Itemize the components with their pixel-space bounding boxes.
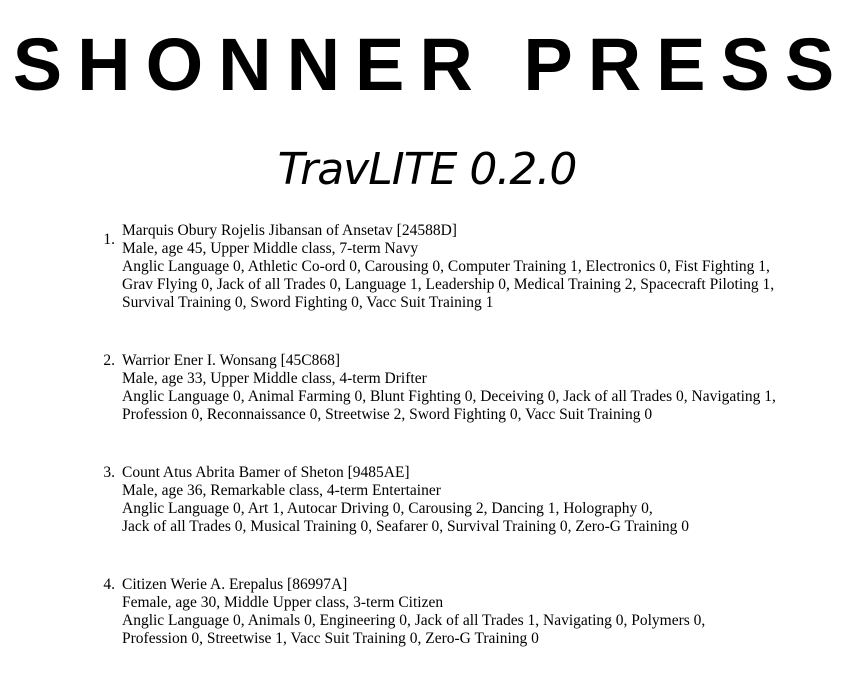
character-name: Marquis Obury Rojelis Jibansan of Ansetav [24588D] <box>122 222 457 239</box>
character-skills-line: Anglic Language 0, Animals 0, Engineering 0, Jack of all Trades 1, Navigating 0, Polymers 0, <box>122 612 706 629</box>
character-entry-2 <box>103 352 822 464</box>
list-number: 4. <box>103 576 115 593</box>
character-skills-line: Grav Flying 0, Jack of all Trades 0, Language 1, Leadership 0, Medical Training 2, Spacecraft Piloting 1, <box>122 276 775 293</box>
character-skills-line: Survival Training 0, Sword Fighting 0, Vacc Suit Training 1 <box>122 294 494 311</box>
list-number: 2. <box>103 352 115 369</box>
masthead-title: SHONNER PRESS <box>12 23 850 106</box>
character-skills-line: Anglic Language 0, Animal Farming 0, Blunt Fighting 0, Deceiving 0, Jack of all Trades 0, Navigating 1, <box>122 388 776 405</box>
character-name: Count Atus Abrita Bamer of Sheton [9485AE] <box>122 464 410 481</box>
character-name: Warrior Ener I. Wonsang [45C868] <box>122 352 341 369</box>
page-subtitle: TravLITE 0.2.0 <box>277 144 577 195</box>
character-entry-3 <box>103 464 822 576</box>
character-entry-1 <box>103 222 822 352</box>
character-skills-line: Anglic Language 0, Art 1, Autocar Driving 0, Carousing 2, Dancing 1, Holography 0, <box>122 500 653 517</box>
character-profile: Male, age 36, Remarkable class, 4-term Entertainer <box>122 482 441 499</box>
character-list <box>103 222 822 687</box>
character-profile: Male, age 45, Upper Middle class, 7-term Navy <box>122 240 419 257</box>
character-profile: Male, age 33, Upper Middle class, 4-term Drifter <box>122 370 427 387</box>
character-name: Citizen Werie A. Erepalus [86997A] <box>122 576 348 593</box>
character-profile: Female, age 30, Middle Upper class, 3-term Citizen <box>122 594 444 611</box>
character-skills-line: Profession 0, Reconnaissance 0, Streetwise 2, Sword Fighting 0, Vacc Suit Training 0 <box>122 406 653 423</box>
character-entry-4 <box>103 576 822 687</box>
character-skills-line: Anglic Language 0, Athletic Co-ord 0, Carousing 0, Computer Training 1, Electronics 0, Fist Fighting 1, <box>122 258 770 275</box>
character-skills-line: Jack of all Trades 0, Musical Training 0, Seafarer 0, Survival Training 0, Zero-G Training 0 <box>122 518 690 535</box>
list-number: 3. <box>103 464 115 481</box>
character-skills-line: Profession 0, Streetwise 1, Vacc Suit Training 0, Zero-G Training 0 <box>122 630 539 647</box>
list-number: 1. <box>103 231 115 248</box>
